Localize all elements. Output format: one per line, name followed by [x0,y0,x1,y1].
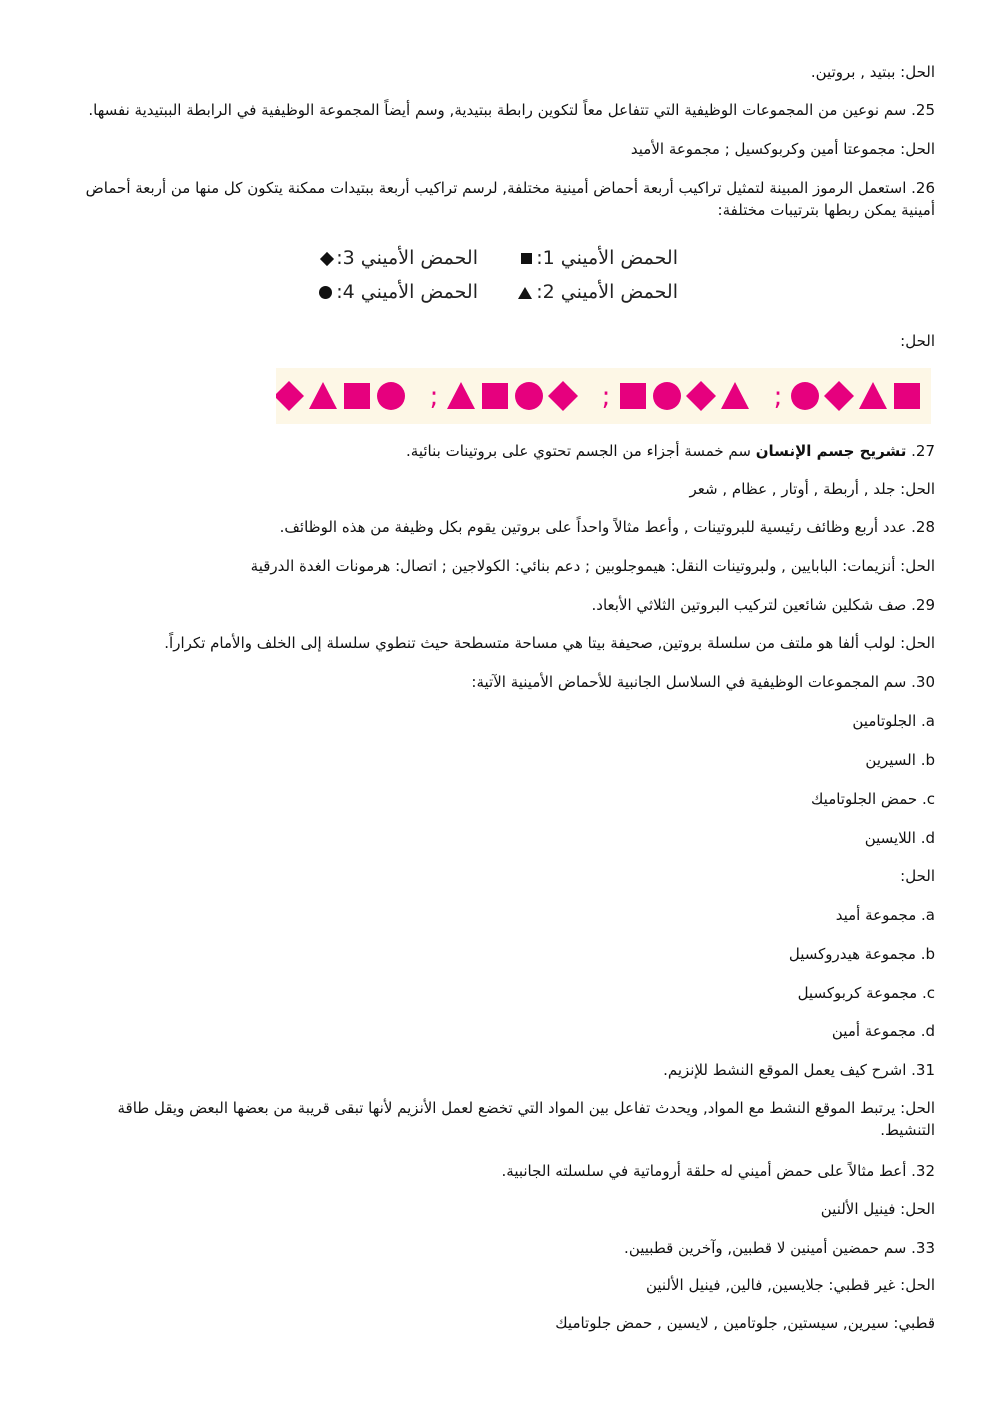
answer-33-nonpolar: الحل: غير قطبي: جلايسين, فالين, فينيل الألنين [645,1276,935,1294]
answer-33-polar: قطبي: سيرين, سيستين, جلوتامين , لايسين , حمض جلوتاميك [555,1314,935,1332]
question-27-text: سم خمسة أجزاء من الجسم تحتوي على بروتينات بنائية. [406,442,751,460]
peptide-4-triangle-mark [309,382,337,409]
peptide-1-triangle-mark [859,382,887,409]
answer-30-label: الحل: [900,867,935,885]
answer-31: الحل: يرتبط الموقع النشط مع المواد, ويحدث تفاعل بين المواد التي تخضع لعمل الأنزيم لأنها تبقى قريبة من بعضها البعض ويقل طاقة التنشيط. [117,1099,935,1139]
legend-aa2-label: الحمض الأميني 2: [536,281,678,303]
peptide-2-square-mark [620,383,646,409]
question-30: 30. سم المجموعات الوظيفية في السلاسل الجانبية للأحماض الأمينية الآتية: [471,673,935,691]
legend-aa3-label: الحمض الأميني 3: [336,247,478,269]
peptide-4-diamond-mark [276,381,304,411]
question-25: 25. سم نوعين من المجموعات الوظيفية التي تتفاعل معاً لتكوين رابطة ببتيدية, وسم أيضاً المجموعة الوظيفية في الرابطة الببتيدية نفسها. [88,101,935,119]
peptide-2-circle-mark [653,382,681,410]
answer-30-a: a. مجموعة أميد [835,906,935,924]
question-30-a: a. الجلوتامين [852,712,935,730]
peptide-answer-figure [276,368,931,424]
triangle-icon [518,287,532,299]
peptide-1-diamond-mark [824,381,854,411]
diamond-icon [320,251,334,265]
answer-32: الحل: فينيل الألنين [820,1200,935,1218]
question-27-topic: تشريح جسم الإنسان [755,442,907,460]
peptide-2-diamond-mark [686,381,716,411]
legend-aa4-label: الحمض الأميني 4: [336,281,478,303]
answer-27: الحل: جلد , أربطة , أوتار , عظام , شعر [689,480,935,498]
legend-aa4 [315,279,478,305]
peptide-1-circle-mark [791,382,819,410]
peptide-3-circle-mark [515,382,543,410]
peptide-3-diamond-mark [548,381,578,411]
peptide-1-square-mark [894,383,920,409]
question-30-c: c. حمض الجلوتاميك [811,790,935,808]
peptide-4-square-mark [344,383,370,409]
answer-30-d: d. مجموعة أمين [831,1022,935,1040]
legend-aa3 [318,245,478,271]
question-27-number: 27. [911,442,935,460]
question-31: 31. اشرح كيف يعمل الموقع النشط للإنزيم. [663,1061,935,1079]
answer-30-c: c. مجموعة كربوكسيل [797,984,935,1002]
question-27 [80,440,935,462]
question-32: 32. أعط مثالاً على حمض أميني له حلقة أروماتية في سلسلته الجانبية. [501,1162,935,1180]
question-26: 26. استعمل الرموز المبينة لتمثيل تراكيب أربعة أحماض أمينية مختلفة, لرسم تراكيب أربعة ببتيدات ممكنة يتكون كل منها من أربعة أحماض أمينية يمكن ربطها بترتيبات مختلفة: [85,179,935,219]
peptide-sequences [276,368,931,424]
peptide-2-triangle-mark [721,382,749,409]
question-30-d: d. اللايسين [864,829,935,847]
answer-28: الحل: أنزيمات: البابايين , ولبروتينات النقل: هيموجلوبين ; دعم بنائي: الكولاجين ; اتصال: هرمونات الغدة الدرقية [250,557,935,575]
legend-aa1 [517,245,678,271]
question-33: 33. سم حمضين أمينين لا قطبين, وآخرين قطبيين. [624,1239,935,1257]
square-icon [521,253,532,264]
peptide-3-square-mark [482,383,508,409]
answer-24: الحل: ببتيد , بروتين. [810,63,935,81]
answer-30-b: b. مجموعة هيدروكسيل [788,945,935,963]
circle-icon [319,286,332,299]
answer-26-label: الحل: [900,332,935,350]
answer-29: الحل: لولب ألفا هو ملتف من سلسلة بروتين, صحيفة بيتا هي مساحة متسطحة حيث تنطوي سلسلة إلى الخلف والأمام تكراراً. [164,634,935,652]
peptide-4-circle-mark [377,382,405,410]
peptide-separator: ; [773,382,783,412]
answer-25: الحل: مجموعتا أمين وكربوكسيل ; مجموعة الأميد [630,140,935,158]
peptide-separator: ; [601,382,611,412]
question-30-b: b. السيرين [865,751,935,769]
legend-aa2 [514,279,678,305]
question-28: 28. عدد أربع وظائف رئيسية للبروتينات , وأعط مثالاً واحداً على بروتين يقوم بكل وظيفة من هذه الوظائف. [279,518,935,536]
legend-aa1-label: الحمض الأميني 1: [536,247,678,269]
peptide-separator: ; [429,382,439,412]
peptide-3-triangle-mark [447,382,475,409]
question-29: 29. صف شكلين شائعين لتركيب البروتين الثلاثي الأبعاد. [591,596,935,614]
